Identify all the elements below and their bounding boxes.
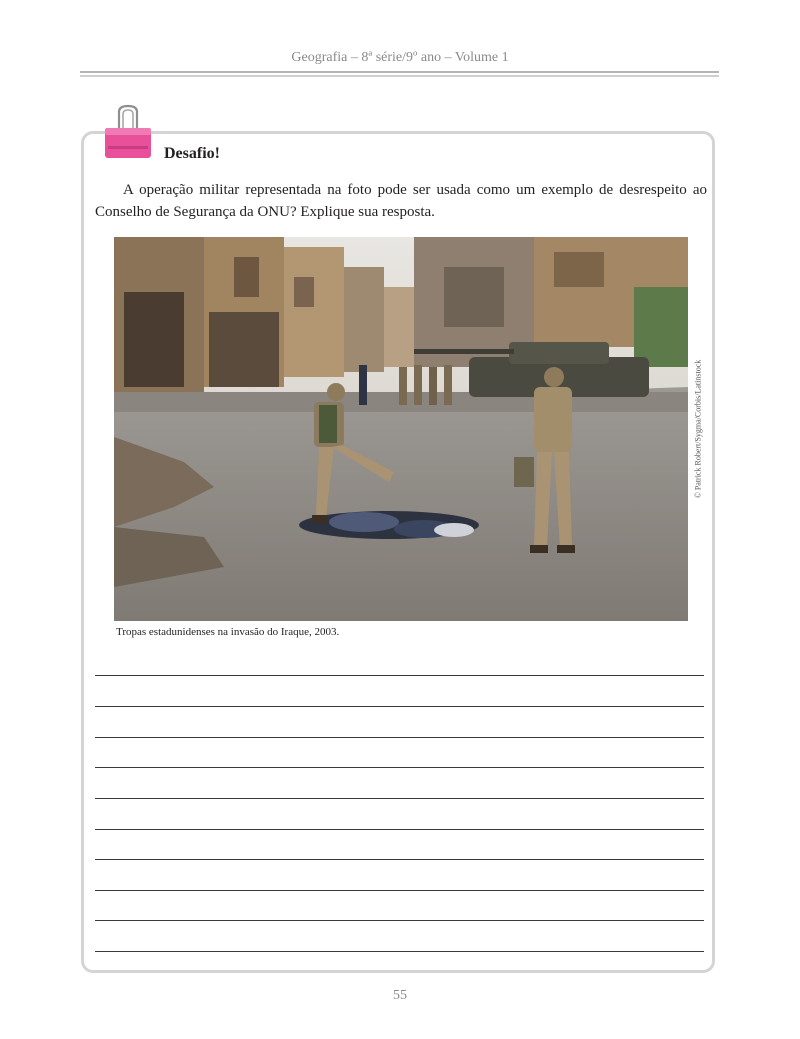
soldiers-street-photo	[114, 237, 688, 621]
header-rule-secondary	[80, 75, 719, 77]
answer-line[interactable]	[95, 890, 704, 891]
answer-line[interactable]	[95, 920, 704, 921]
answer-line[interactable]	[95, 737, 704, 738]
binder-clip-icon	[104, 104, 152, 162]
photo-caption: Tropas estadunidenses na invasão do Iraque, 2003.	[116, 626, 340, 638]
answer-line[interactable]	[95, 706, 704, 707]
question-text: A operação militar representada na foto pode ser usada como um exemplo de desrespeito ao Conselho de Segurança da ONU? Explique sua resposta.	[95, 182, 707, 220]
answer-line[interactable]	[95, 675, 704, 676]
header-rule	[80, 71, 719, 73]
photo-credit: © Patrick Robert/Sygma/Corbis/Latinstock	[693, 359, 703, 499]
answer-line[interactable]	[95, 767, 704, 768]
section-title: Desafio!	[164, 145, 220, 162]
answer-line[interactable]	[95, 951, 704, 952]
running-header: Geografia – 8ª série/9º ano – Volume 1	[291, 50, 509, 65]
page-number: 55	[393, 988, 407, 1003]
answer-line[interactable]	[95, 798, 704, 799]
answer-line[interactable]	[95, 859, 704, 860]
answer-line[interactable]	[95, 829, 704, 830]
